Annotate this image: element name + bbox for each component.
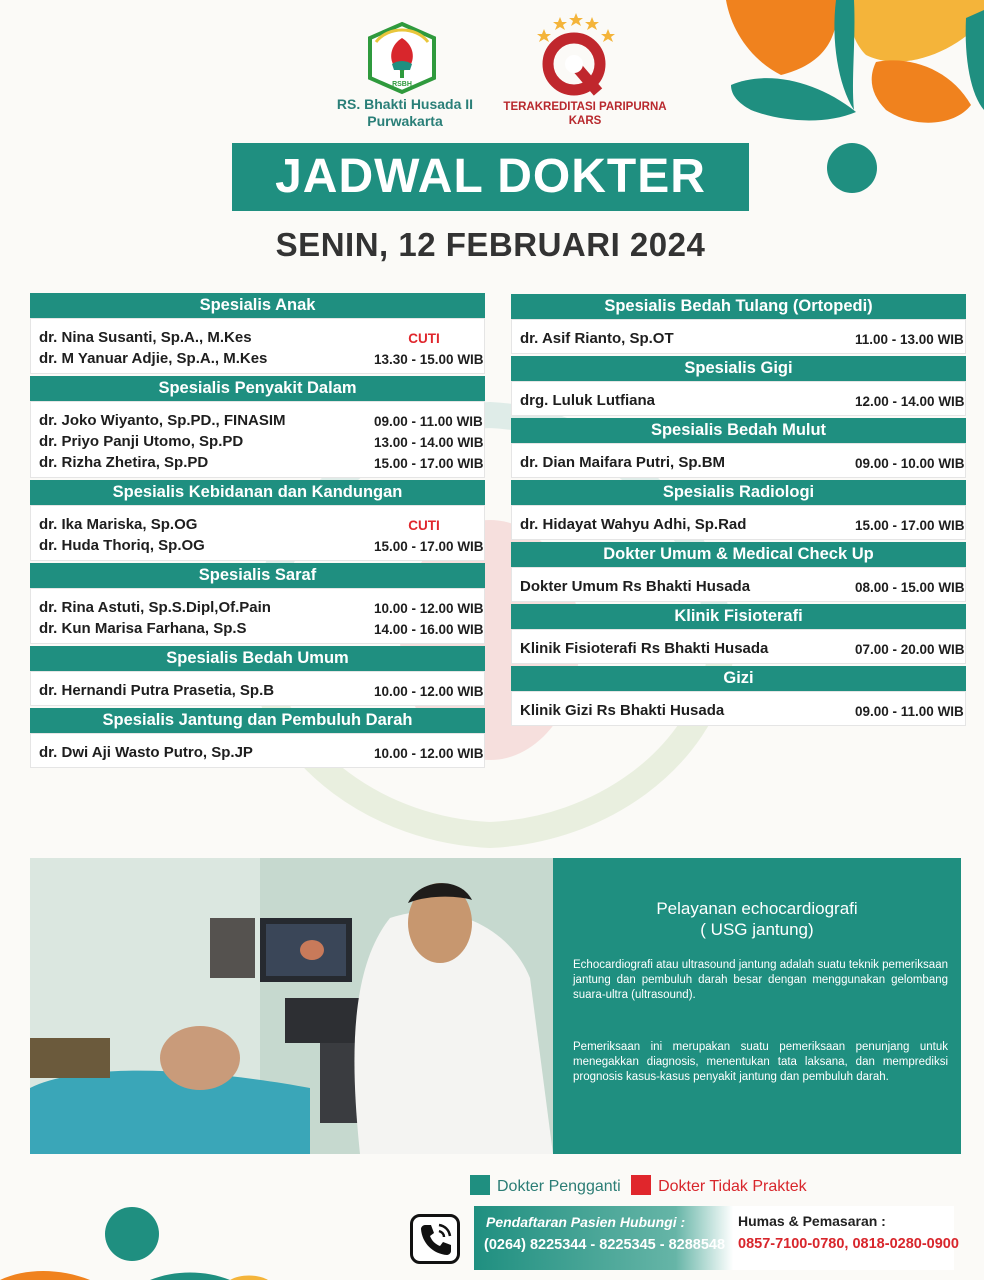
- section-title: Dokter Umum & Medical Check Up: [511, 542, 966, 567]
- accreditation-line2: KARS: [568, 115, 602, 127]
- doctor-row: [39, 408, 483, 429]
- section-title: Spesialis Kebidanan dan Kandungan: [30, 480, 485, 505]
- schedule-section: [30, 563, 485, 644]
- schedule-section: [30, 293, 485, 374]
- section-body: [30, 588, 485, 644]
- registration-numbers[interactable]: (0264) 8225344 - 8225345 - 8288548: [484, 1237, 726, 1253]
- doctor-name: dr. Asif Rianto, Sp.OT: [520, 330, 674, 347]
- hospital-name-line2: Purwakarta: [367, 113, 443, 129]
- doctor-row: [39, 512, 474, 533]
- practice-time: 13.30 - 15.00 WIB: [374, 352, 484, 367]
- doctor-row: [520, 388, 965, 409]
- section-body: [511, 691, 966, 726]
- hospital-logo: [362, 20, 442, 96]
- section-title: Spesialis Gigi: [511, 356, 966, 381]
- section-body: [30, 671, 485, 706]
- practice-time: 07.00 - 20.00 WIB: [855, 642, 965, 657]
- practice-time: 15.00 - 17.00 WIB: [374, 539, 484, 554]
- schedule-section: [511, 542, 966, 602]
- banner-title-line2: ( USG jantung): [700, 920, 814, 939]
- page-title: JADWAL DOKTER: [232, 143, 749, 211]
- practice-time: 15.00 - 17.00 WIB: [374, 456, 484, 471]
- practice-time: 10.00 - 12.00 WIB: [374, 746, 484, 761]
- section-body: [511, 443, 966, 478]
- section-body: [30, 505, 485, 561]
- legend-swatch-absent: [631, 1175, 651, 1195]
- doctor-row: [39, 429, 484, 450]
- decorative-shapes-bottom: [0, 1200, 270, 1280]
- schedule-section: [511, 294, 966, 354]
- banner-paragraph-1: Echocardiografi atau ultrasound jantung adalah suatu teknik pemeriksaan jantung dan pembuluh darah besar dengan menggunakan gelombang suara-ultra (ultrasound).: [573, 959, 948, 1001]
- doctor-name: dr. Kun Marisa Farhana, Sp.S: [39, 620, 247, 637]
- legend-label-substitute: Dokter Pengganti: [497, 1178, 621, 1195]
- section-body: [511, 629, 966, 664]
- doctor-name: dr. Dwi Aji Wasto Putro, Sp.JP: [39, 744, 253, 761]
- doctor-name: dr. Huda Thoriq, Sp.OG: [39, 537, 205, 554]
- section-title: Spesialis Jantung dan Pembuluh Darah: [30, 708, 485, 733]
- section-body: [511, 381, 966, 416]
- schedule-section: [511, 480, 966, 540]
- doctor-name: Dokter Umum Rs Bhakti Husada: [520, 578, 751, 595]
- section-title: Spesialis Anak: [30, 293, 485, 318]
- section-body: [30, 401, 485, 478]
- doctor-name: dr. Dian Maifara Putri, Sp.BM: [520, 454, 726, 471]
- practice-time: 11.00 - 13.00 WIB: [855, 332, 964, 347]
- accreditation-text: [490, 100, 680, 128]
- banner-paragraph-2: Pemeriksaan ini merupakan suatu pemeriksaan penunjang untuk menegakkan diagnosis, menentukan tata laksana, dan memprediksi prognosis kasus-kasus penyakit jantung dan pembuluh darah.: [573, 1041, 948, 1083]
- doctor-name: dr. Priyo Panji Utomo, Sp.PD: [39, 433, 244, 450]
- section-title: Spesialis Radiologi: [511, 480, 966, 505]
- schedule-section: [30, 376, 485, 478]
- section-title: Gizi: [511, 666, 966, 691]
- section-body: [511, 505, 966, 540]
- doctor-name: dr. M Yanuar Adjie, Sp.A., M.Kes: [39, 350, 268, 367]
- practice-time: 15.00 - 17.00 WIB: [855, 518, 965, 533]
- practice-time: 10.00 - 12.00 WIB: [374, 601, 484, 616]
- doctor-row: [520, 698, 964, 719]
- pr-numbers[interactable]: 0857-7100-0780, 0818-0280-0900: [738, 1236, 959, 1252]
- section-title: Spesialis Bedah Tulang (Ortopedi): [511, 294, 966, 319]
- doctor-name: Klinik Gizi Rs Bhakti Husada: [520, 702, 725, 719]
- doctor-row: [39, 450, 484, 471]
- practice-time: 09.00 - 11.00 WIB: [374, 414, 483, 429]
- schedule-section: [30, 708, 485, 768]
- section-title: Spesialis Bedah Mulut: [511, 418, 966, 443]
- legend: [470, 1175, 807, 1196]
- practice-time: 14.00 - 16.00 WIB: [374, 622, 484, 637]
- doctor-name: dr. Nina Susanti, Sp.A., M.Kes: [39, 329, 252, 346]
- doctor-row: [520, 326, 964, 347]
- legend-swatch-substitute: [470, 1175, 490, 1195]
- practice-time: 09.00 - 11.00 WIB: [855, 704, 964, 719]
- leave-status: CUTI: [408, 518, 440, 533]
- doctor-name: dr. Ika Mariska, Sp.OG: [39, 516, 198, 533]
- hospital-name-line1: RS. Bhakti Husada II: [336, 96, 474, 112]
- doctor-row: [39, 616, 484, 637]
- doctor-name: Klinik Fisioterafi Rs Bhakti Husada: [520, 640, 769, 657]
- doctor-row: [39, 533, 484, 554]
- accreditation-line1: TERAKREDITASI PARIPURNA: [503, 101, 667, 113]
- schedule-section: [511, 418, 966, 478]
- doctor-name: drg. Luluk Lutfiana: [520, 392, 655, 409]
- doctor-row: [520, 450, 965, 471]
- echocardiography-info-panel: [553, 858, 961, 1154]
- pr-label: Humas & Pemasaran :: [738, 1213, 886, 1229]
- doctor-row: [39, 325, 474, 346]
- phone-icon: [410, 1214, 460, 1264]
- section-body: [511, 567, 966, 602]
- section-title: Klinik Fisioterafi: [511, 604, 966, 629]
- logo-text: RSBH: [392, 81, 412, 88]
- hospital-name: [300, 96, 510, 130]
- schedule-section: [511, 356, 966, 416]
- decorative-petals-top: [726, 0, 984, 200]
- section-title: Spesialis Penyakit Dalam: [30, 376, 485, 401]
- doctor-row: [520, 636, 965, 657]
- registration-label: Pendaftaran Pasien Hubungi :: [486, 1214, 686, 1230]
- doctor-row: [520, 512, 965, 533]
- section-title: Spesialis Bedah Umum: [30, 646, 485, 671]
- practice-time: 10.00 - 12.00 WIB: [374, 684, 484, 699]
- kars-accreditation-logo: [528, 12, 620, 100]
- practice-time: 12.00 - 14.00 WIB: [855, 394, 965, 409]
- doctor-row: [39, 595, 484, 616]
- doctor-row: [39, 740, 484, 761]
- doctor-row: [39, 678, 484, 699]
- section-title: Spesialis Saraf: [30, 563, 485, 588]
- schedule-date: SENIN, 12 FEBRUARI 2024: [275, 226, 706, 263]
- doctor-row: [520, 574, 965, 595]
- schedule-column-right: [511, 294, 966, 728]
- doctor-name: dr. Joko Wiyanto, Sp.PD., FINASIM: [39, 412, 286, 429]
- section-body: [30, 733, 485, 768]
- banner-title-line1: Pelayanan echocardiografi: [656, 899, 858, 918]
- doctor-name: dr. Hernandi Putra Prasetia, Sp.B: [39, 682, 275, 699]
- banner-title: [553, 898, 961, 940]
- legend-label-absent: Dokter Tidak Praktek: [658, 1178, 807, 1195]
- leave-status: CUTI: [408, 331, 440, 346]
- section-body: [511, 319, 966, 354]
- section-body: [30, 318, 485, 374]
- echocardiography-photo: [30, 858, 553, 1154]
- schedule-section: [30, 480, 485, 561]
- doctor-row: [39, 346, 484, 367]
- doctor-name: dr. Rizha Zhetira, Sp.PD: [39, 454, 209, 471]
- schedule-section: [511, 604, 966, 664]
- practice-time: 08.00 - 15.00 WIB: [855, 580, 965, 595]
- schedule-section: [511, 666, 966, 726]
- schedule-section: [30, 646, 485, 706]
- practice-time: 09.00 - 10.00 WIB: [855, 456, 965, 471]
- practice-time: 13.00 - 14.00 WIB: [374, 435, 484, 450]
- doctor-name: dr. Rina Astuti, Sp.S.Dipl,Of.Pain: [39, 599, 271, 616]
- doctor-name: dr. Hidayat Wahyu Adhi, Sp.Rad: [520, 516, 747, 533]
- schedule-column-left: [30, 293, 485, 770]
